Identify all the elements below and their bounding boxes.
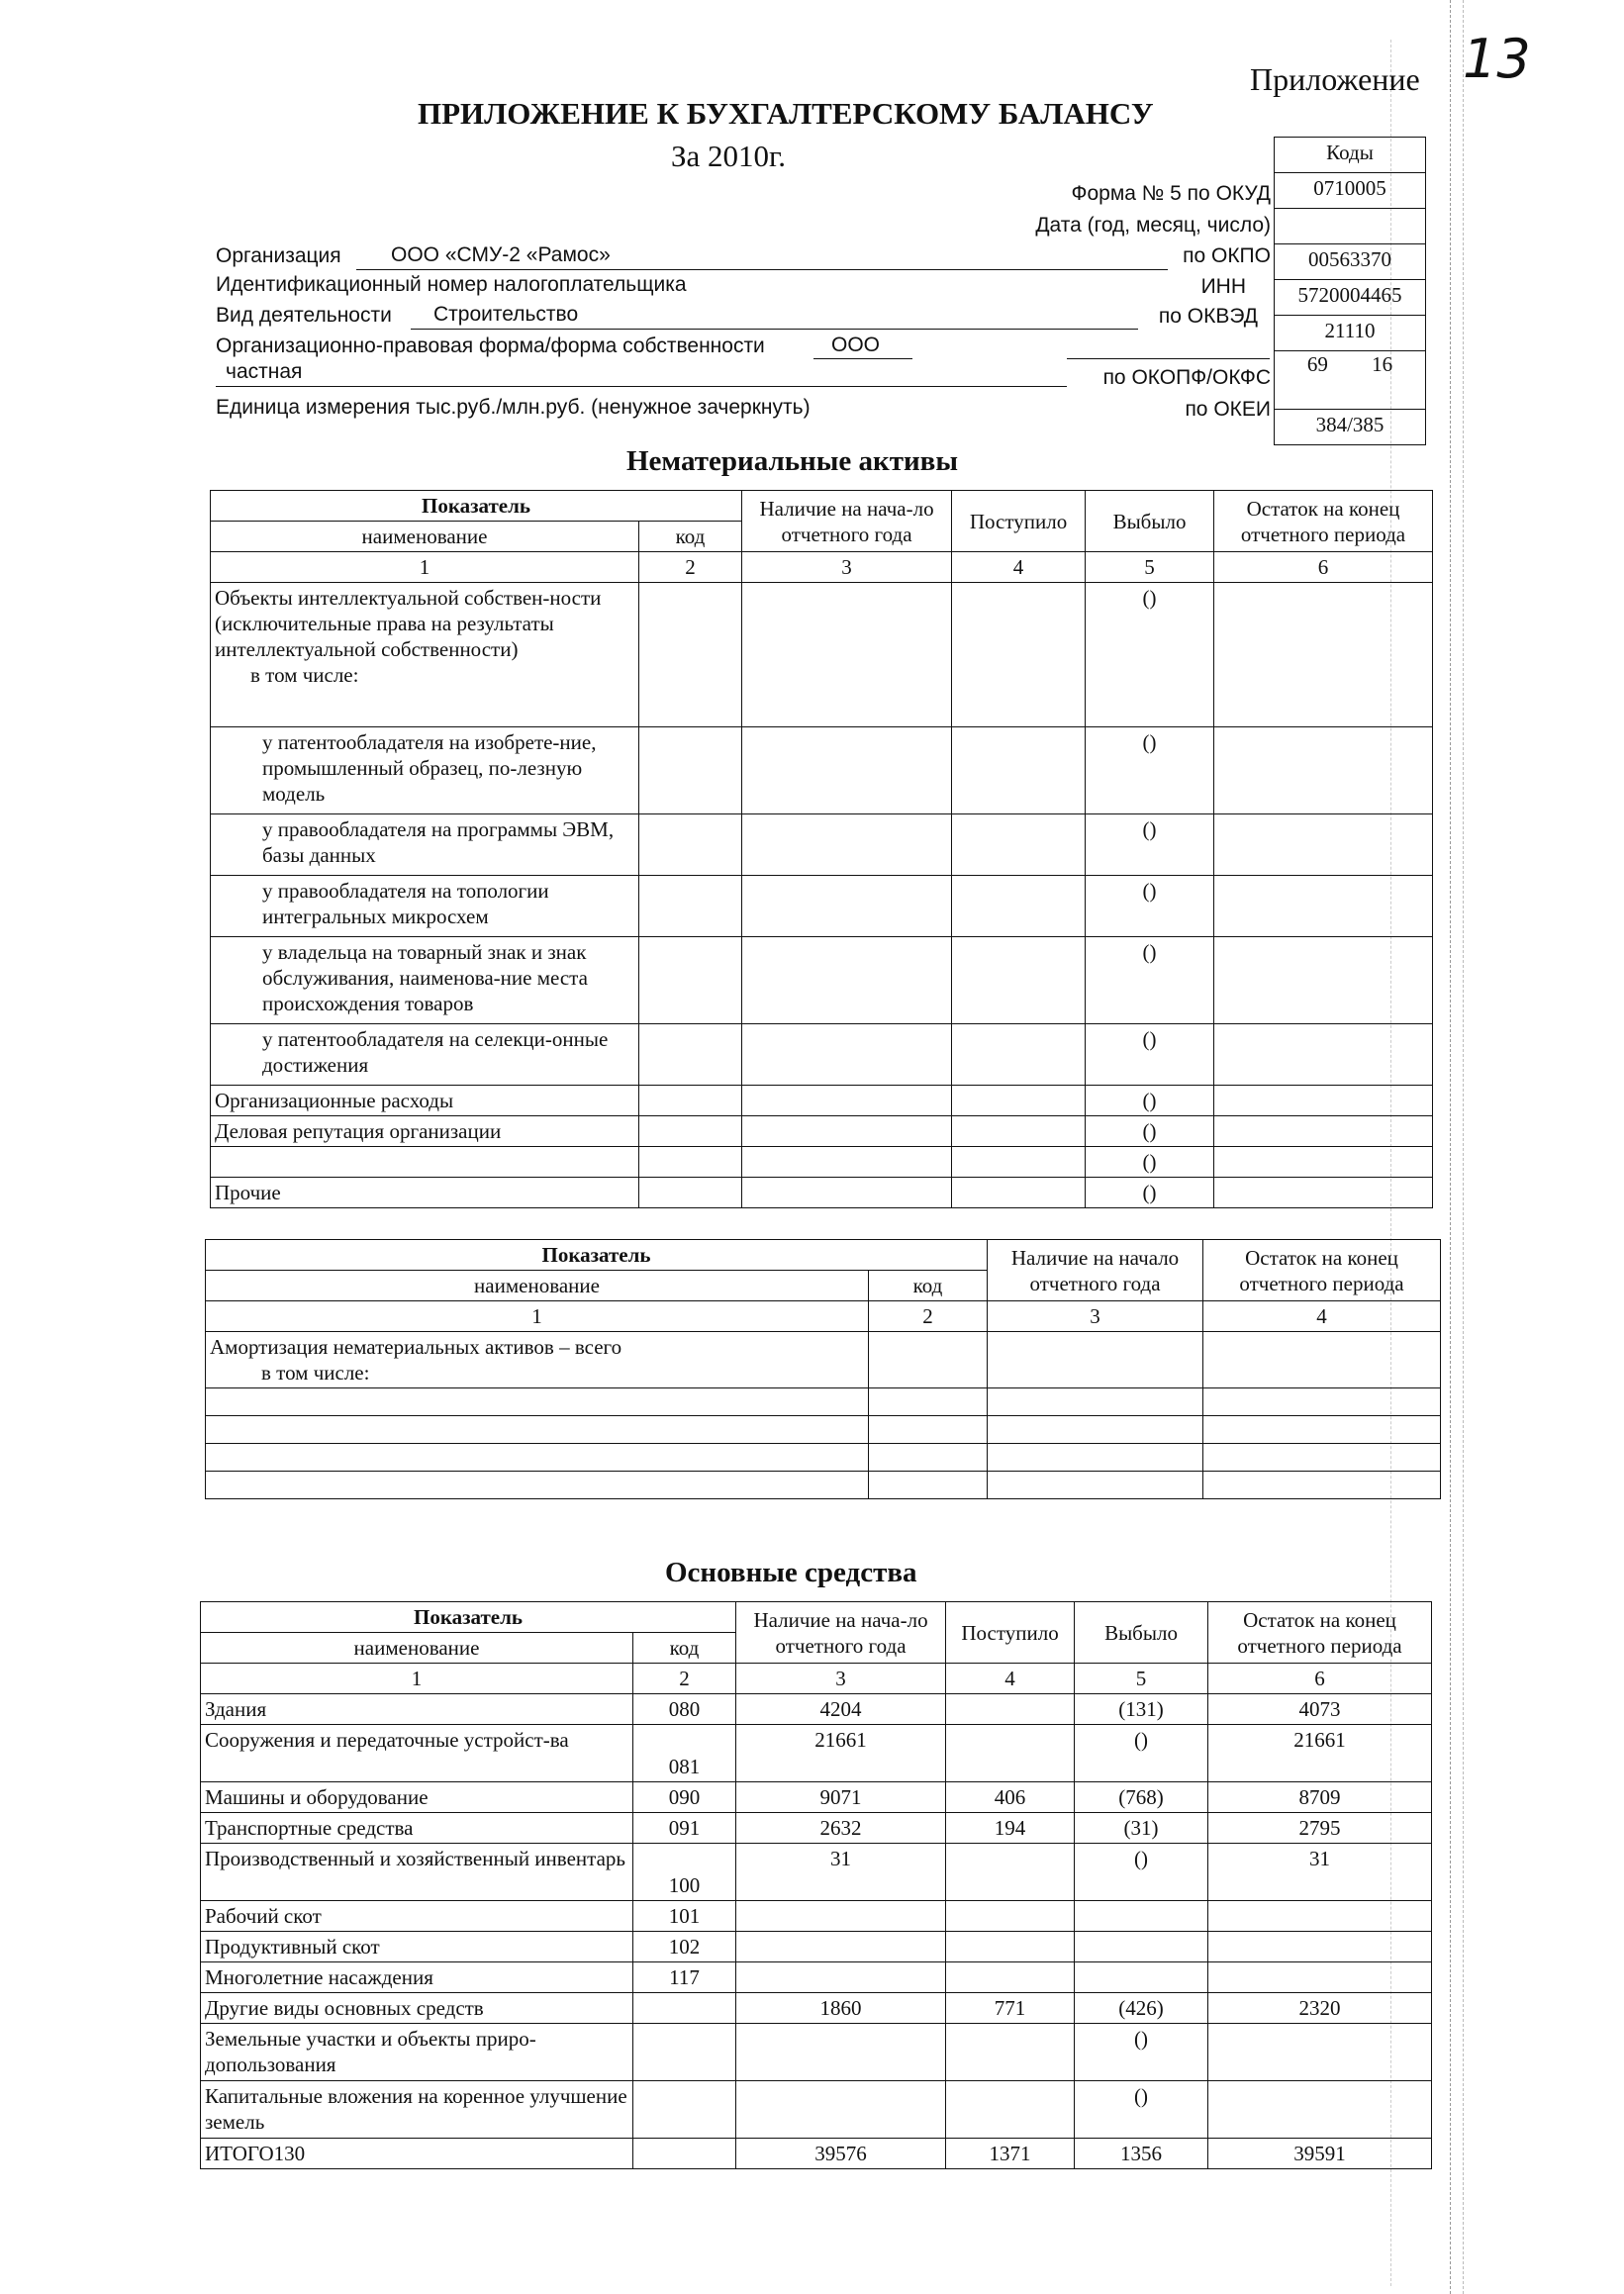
row-name: у патентообладателя на селекци-онные достижения	[211, 1024, 639, 1086]
col-num: 2	[869, 1301, 988, 1332]
cell-disposed	[1075, 1932, 1208, 1962]
row-name: Организационные расходы	[211, 1086, 639, 1116]
cell-start: 31	[736, 1844, 946, 1901]
row-sub: в том числе:	[250, 663, 359, 687]
row-sub: в том числе:	[261, 1361, 370, 1385]
cell-name: Рабочий скот	[201, 1901, 633, 1932]
col-num: 1	[211, 552, 639, 583]
col-num: 2	[633, 1664, 736, 1694]
cell-received: 194	[946, 1813, 1075, 1844]
legal-form-label: Организационно-правовая форма/форма собственности	[216, 335, 765, 357]
row-disposed: ()	[1086, 583, 1214, 727]
fixed-assets-table	[200, 1601, 1432, 2169]
table-row	[211, 1116, 1433, 1147]
row-disposed: ()	[1086, 1086, 1214, 1116]
document-title: ПРИЛОЖЕНИЕ К БУХГАЛТЕРСКОМУ БАЛАНСУ	[418, 96, 1154, 131]
cell-end: 2320	[1208, 1993, 1432, 2024]
col-code: код	[869, 1271, 988, 1301]
cell-end: 21661	[1208, 1725, 1432, 1782]
cell-disposed: ()	[1075, 1844, 1208, 1901]
table-row	[211, 814, 1433, 876]
cell-code: 091	[633, 1813, 736, 1844]
okopf-value: 69	[1306, 352, 1328, 376]
cell-received	[946, 1932, 1075, 1962]
table-row	[201, 1901, 1432, 1932]
date-label: Дата (год, месяц, число)	[1035, 214, 1271, 237]
org-label: Организация	[216, 244, 341, 267]
org-value: ООО «СМУ-2 «Рамос»	[391, 243, 611, 266]
legal-form-value: ООО	[831, 334, 881, 356]
row-disposed: ()	[1086, 1147, 1214, 1178]
cell-received	[946, 1725, 1075, 1782]
activity-label: Вид деятельности	[216, 304, 392, 327]
row-name	[211, 1147, 639, 1178]
report-period: За 2010г.	[671, 139, 787, 173]
table-row	[206, 1444, 1441, 1472]
table-row	[211, 1024, 1433, 1086]
col-num: 1	[206, 1301, 869, 1332]
row-disposed: ()	[1086, 1116, 1214, 1147]
row-disposed: ()	[1086, 876, 1214, 937]
table-row	[211, 1086, 1433, 1116]
col-start: Наличие на нача-ло отчетного года	[736, 1602, 946, 1664]
cell-end	[1208, 1901, 1432, 1932]
cell-received	[946, 2024, 1075, 2081]
col-num: 4	[946, 1664, 1075, 1694]
table-row	[201, 2024, 1432, 2081]
col-num: 6	[1208, 1664, 1432, 1694]
col-num: 4	[1203, 1301, 1441, 1332]
row-name: у правообладателя на топологии интегральных микросхем	[211, 876, 639, 937]
row-disposed: ()	[1086, 727, 1214, 814]
table-row	[201, 1782, 1432, 1813]
intangible-section-title: Нематериальные активы	[626, 445, 958, 477]
cell-start	[736, 2024, 946, 2081]
scan-artifact-line	[1463, 0, 1464, 2294]
row-disposed: ()	[1086, 937, 1214, 1024]
inn-row-label: Идентификационный номер налогоплательщика	[216, 273, 687, 296]
col-num: 3	[742, 552, 952, 583]
table-row	[211, 1147, 1433, 1178]
cell-code: 117	[633, 1962, 736, 1993]
table-row	[201, 1813, 1432, 1844]
row-name: у правообладателя на программы ЭВМ, базы данных	[211, 814, 639, 876]
cell-received	[946, 1844, 1075, 1901]
cell-start: 4204	[736, 1694, 946, 1725]
cell-start	[736, 1901, 946, 1932]
cell-start	[736, 1932, 946, 1962]
col-end: Остаток на конец отчетного периода	[1203, 1240, 1441, 1301]
row-name: Амортизация нематериальных активов – всего	[210, 1335, 622, 1359]
col-num: 2	[639, 552, 742, 583]
cell-disposed: (31)	[1075, 1813, 1208, 1844]
cell-disposed: (131)	[1075, 1694, 1208, 1725]
cell-disposed	[1075, 1901, 1208, 1932]
table-row	[201, 1844, 1432, 1901]
col-received: Поступило	[952, 491, 1086, 552]
cell-code	[633, 2081, 736, 2139]
okopf-okfs-code	[1275, 351, 1426, 410]
cell-received: 1371	[946, 2139, 1075, 2169]
table-row	[201, 1694, 1432, 1725]
okved-label: по ОКВЭД	[1158, 305, 1258, 328]
cell-disposed: ()	[1075, 1725, 1208, 1782]
col-num: 6	[1214, 552, 1433, 583]
cell-name: Другие виды основных средств	[201, 1993, 633, 2024]
okei-code: 384/385	[1275, 410, 1426, 445]
cell-received	[946, 1962, 1075, 1993]
cell-code	[633, 2139, 736, 2169]
cell-code	[633, 2024, 736, 2081]
table-row	[201, 1993, 1432, 2024]
col-disposed: Выбыло	[1075, 1602, 1208, 1664]
okpo-label: по ОКПО	[1183, 244, 1271, 267]
cell-name: ИТОГО130	[201, 2139, 633, 2169]
col-num: 1	[201, 1664, 633, 1694]
cell-name: Продуктивный скот	[201, 1932, 633, 1962]
col-num: 3	[988, 1301, 1203, 1332]
row-name: Объекты интеллектуальной собствен-ности (исключительные права на результаты интеллектуальной собственности)	[215, 586, 602, 661]
okei-label: по ОКЕИ	[1185, 398, 1271, 421]
col-received: Поступило	[946, 1602, 1075, 1664]
cell-start: 39576	[736, 2139, 946, 2169]
table-row	[211, 876, 1433, 937]
fixed-assets-body	[201, 1694, 1432, 2169]
cell-code: 101	[633, 1901, 736, 1932]
table-row	[211, 937, 1433, 1024]
cell-disposed: (426)	[1075, 1993, 1208, 2024]
table-row	[201, 1932, 1432, 1962]
col-indicator: Показатель	[211, 491, 742, 522]
okved-code: 21110	[1275, 316, 1426, 351]
col-indicator: Показатель	[206, 1240, 988, 1271]
cell-received	[946, 1694, 1075, 1725]
unit-label: Единица измерения тыс.руб./млн.руб. (ненужное зачеркнуть)	[216, 396, 811, 419]
table-row	[211, 727, 1433, 814]
activity-value: Строительство	[433, 303, 579, 326]
cell-name: Земельные участки и объекты приро-допользования	[201, 2024, 633, 2081]
cell-name: Транспортные средства	[201, 1813, 633, 1844]
cell-name: Многолетние насаждения	[201, 1962, 633, 1993]
okfs-value: 16	[1372, 352, 1393, 376]
table-row	[206, 1416, 1441, 1444]
scan-artifact-line	[1450, 0, 1451, 2294]
row-disposed: ()	[1086, 1178, 1214, 1208]
cell-start	[736, 1962, 946, 1993]
inn-label: ИНН	[1200, 275, 1246, 298]
table-row	[206, 1332, 1441, 1388]
handwritten-page-number: 13	[1463, 28, 1531, 90]
col-start: Наличие на нача-ло отчетного года	[742, 491, 952, 552]
ownership-value: частная	[226, 360, 303, 383]
col-code: код	[639, 522, 742, 552]
intangible-table	[210, 490, 1433, 1208]
cell-code: 102	[633, 1932, 736, 1962]
cell-end: 39591	[1208, 2139, 1432, 2169]
cell-end	[1208, 2024, 1432, 2081]
row-name: Деловая репутация организации	[211, 1116, 639, 1147]
cell-name: Здания	[201, 1694, 633, 1725]
cell-code: 100	[633, 1844, 736, 1901]
okopf-okfs-label: по ОКОПФ/ОКФС	[1102, 366, 1271, 389]
row-disposed: ()	[1086, 1024, 1214, 1086]
cell-end: 4073	[1208, 1694, 1432, 1725]
amortization-table	[205, 1239, 1441, 1499]
cell-end	[1208, 1962, 1432, 1993]
cell-start: 21661	[736, 1725, 946, 1782]
cell-received	[946, 1901, 1075, 1932]
cell-received	[946, 2081, 1075, 2139]
table-row	[211, 1178, 1433, 1208]
cell-code: 090	[633, 1782, 736, 1813]
okud-code: 0710005	[1275, 173, 1426, 209]
okud-label: Форма № 5 по ОКУД	[1071, 182, 1271, 205]
table-row	[211, 583, 1433, 727]
cell-name: Сооружения и передаточные устройст-ва	[201, 1725, 633, 1782]
col-name: наименование	[201, 1633, 633, 1664]
table-row	[201, 2139, 1432, 2169]
okpo-code: 00563370	[1275, 244, 1426, 280]
fixed-assets-section-title: Основные средства	[665, 1557, 917, 1588]
codes-title: Коды	[1275, 138, 1426, 173]
cell-end	[1208, 1932, 1432, 1962]
cell-disposed: ()	[1075, 2024, 1208, 2081]
cell-disposed: ()	[1075, 2081, 1208, 2139]
cell-end: 8709	[1208, 1782, 1432, 1813]
corner-label: Приложение	[1250, 61, 1420, 97]
col-code: код	[633, 1633, 736, 1664]
cell-received: 406	[946, 1782, 1075, 1813]
col-indicator: Показатель	[201, 1602, 736, 1633]
col-start: Наличие на начало отчетного года	[988, 1240, 1203, 1301]
col-name: наименование	[211, 522, 639, 552]
row-name: Прочие	[211, 1178, 639, 1208]
cell-code: 080	[633, 1694, 736, 1725]
col-num: 3	[736, 1664, 946, 1694]
date-code	[1275, 209, 1426, 244]
cell-start: 9071	[736, 1782, 946, 1813]
cell-end	[1208, 2081, 1432, 2139]
col-end: Остаток на конец отчетного периода	[1214, 491, 1433, 552]
col-num: 5	[1086, 552, 1214, 583]
cell-start: 2632	[736, 1813, 946, 1844]
row-name: у владельца на товарный знак и знак обслуживания, наименова-ние места происхождения товаров	[211, 937, 639, 1024]
inn-code: 5720004465	[1275, 280, 1426, 316]
cell-end: 2795	[1208, 1813, 1432, 1844]
cell-start: 1860	[736, 1993, 946, 2024]
col-name: наименование	[206, 1271, 869, 1301]
cell-disposed: (768)	[1075, 1782, 1208, 1813]
col-num: 5	[1075, 1664, 1208, 1694]
cell-name: Капитальные вложения на коренное улучшение земель	[201, 2081, 633, 2139]
cell-disposed: 1356	[1075, 2139, 1208, 2169]
cell-received: 771	[946, 1993, 1075, 2024]
cell-code	[633, 1993, 736, 2024]
table-row	[201, 1725, 1432, 1782]
table-row	[201, 1962, 1432, 1993]
codes-box	[1274, 137, 1426, 445]
cell-code: 081	[633, 1725, 736, 1782]
table-row	[201, 2081, 1432, 2139]
cell-name: Машины и оборудование	[201, 1782, 633, 1813]
table-row	[206, 1388, 1441, 1416]
col-num: 4	[952, 552, 1086, 583]
row-name: у патентообладателя на изобрете-ние, промышленный образец, по-лезную модель	[211, 727, 639, 814]
table-row	[206, 1472, 1441, 1499]
cell-end: 31	[1208, 1844, 1432, 1901]
col-end: Остаток на конец отчетного периода	[1208, 1602, 1432, 1664]
col-disposed: Выбыло	[1086, 491, 1214, 552]
cell-name: Производственный и хозяйственный инвентарь	[201, 1844, 633, 1901]
cell-start	[736, 2081, 946, 2139]
cell-disposed	[1075, 1962, 1208, 1993]
row-disposed: ()	[1086, 814, 1214, 876]
